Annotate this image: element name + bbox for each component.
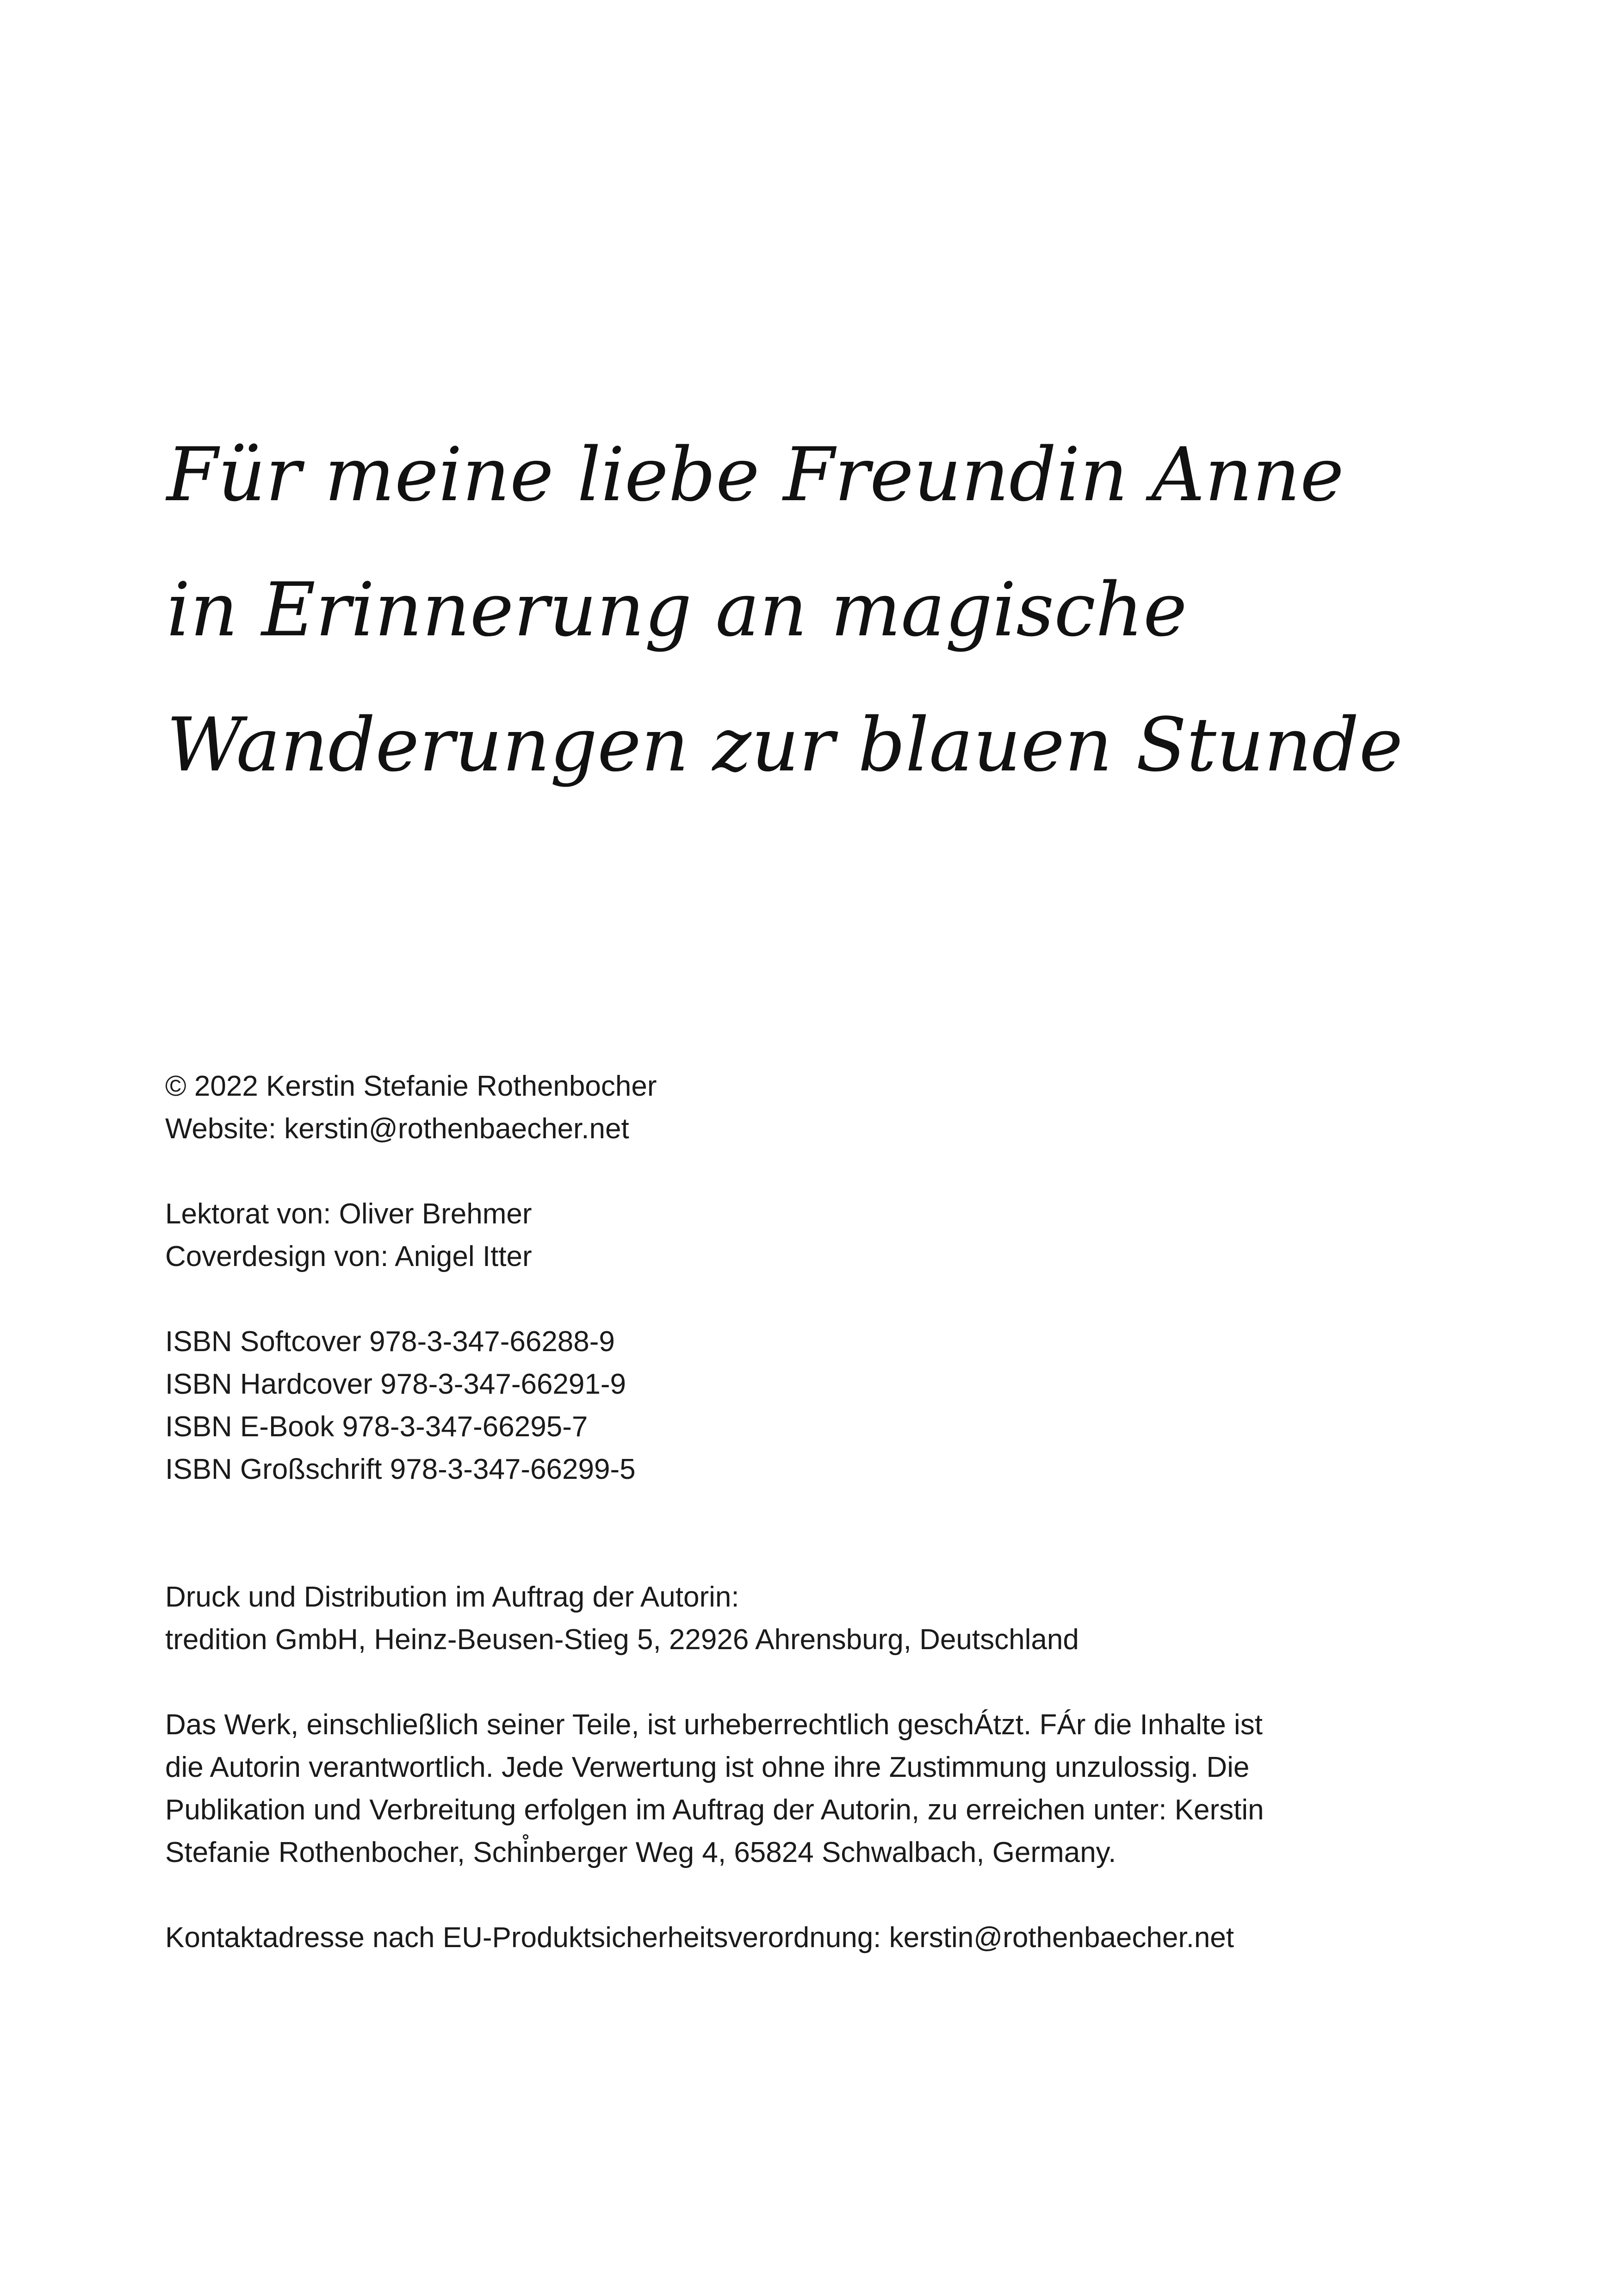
dedication-line-1: Für meine liebe Freundin Anne xyxy=(167,431,1344,518)
dedication-line-2: in Erinnerung an magische xyxy=(167,566,1187,653)
spacer xyxy=(165,1278,1414,1321)
isbn-softcover: ISBN Softcover 978-3-347-66288-9 xyxy=(165,1326,615,1358)
isbn-large-print: ISBN Großschrift 978-3-347-66299-5 xyxy=(165,1453,636,1485)
isbn-hardcover: ISBN Hardcover 978-3-347-66291-9 xyxy=(165,1368,626,1400)
dedication-line-3: Wanderungen zur blauen Stunde xyxy=(167,701,1403,788)
rights-line-2: die Autorin verantwortlich. Jede Verwertung ist ohne ihre Zustimmung unzulossig. Die xyxy=(165,1751,1250,1783)
imprint xyxy=(165,1065,1414,1959)
editing-credit: Lektorat von: Oliver Brehmer xyxy=(165,1198,532,1230)
website-line: Website: kerstin@rothenbaecher.net xyxy=(165,1113,629,1145)
dedication xyxy=(167,407,1508,813)
rights-line-1: Das Werk, einschließlich seiner Teile, ist urheberrechtlich geschÁtzt. FÁr die Inhalte ist xyxy=(165,1709,1263,1741)
spacer xyxy=(165,1150,1414,1193)
spacer xyxy=(165,1661,1414,1704)
copyright-line: © 2022 Kerstin Stefanie Rothenbocher xyxy=(165,1070,657,1102)
isbn-ebook: ISBN E-Book 978-3-347-66295-7 xyxy=(165,1411,588,1443)
distribution-line-2: tredition GmbH, Heinz-Beusen-Stieg 5, 22926 Ahrensburg, Deutschland xyxy=(165,1624,1079,1656)
rights-line-4: Stefanie Rothenbocher, Schi̊nberger Weg 4, 65824 Schwalbach, Germany. xyxy=(165,1837,1116,1868)
rights-line-3: Publikation und Verbreitung erfolgen im Auftrag der Autorin, zu erreichen unter: Kerstin xyxy=(165,1794,1264,1826)
spacer xyxy=(165,1491,1414,1576)
spacer xyxy=(165,1874,1414,1917)
cover-design-credit: Coverdesign von: Anigel Itter xyxy=(165,1241,532,1272)
contact-line: Kontaktadresse nach EU-Produktsicherheitsverordnung: kerstin@rothenbaecher.net xyxy=(165,1922,1234,1954)
distribution-line-1: Druck und Distribution im Auftrag der Autorin: xyxy=(165,1581,739,1613)
